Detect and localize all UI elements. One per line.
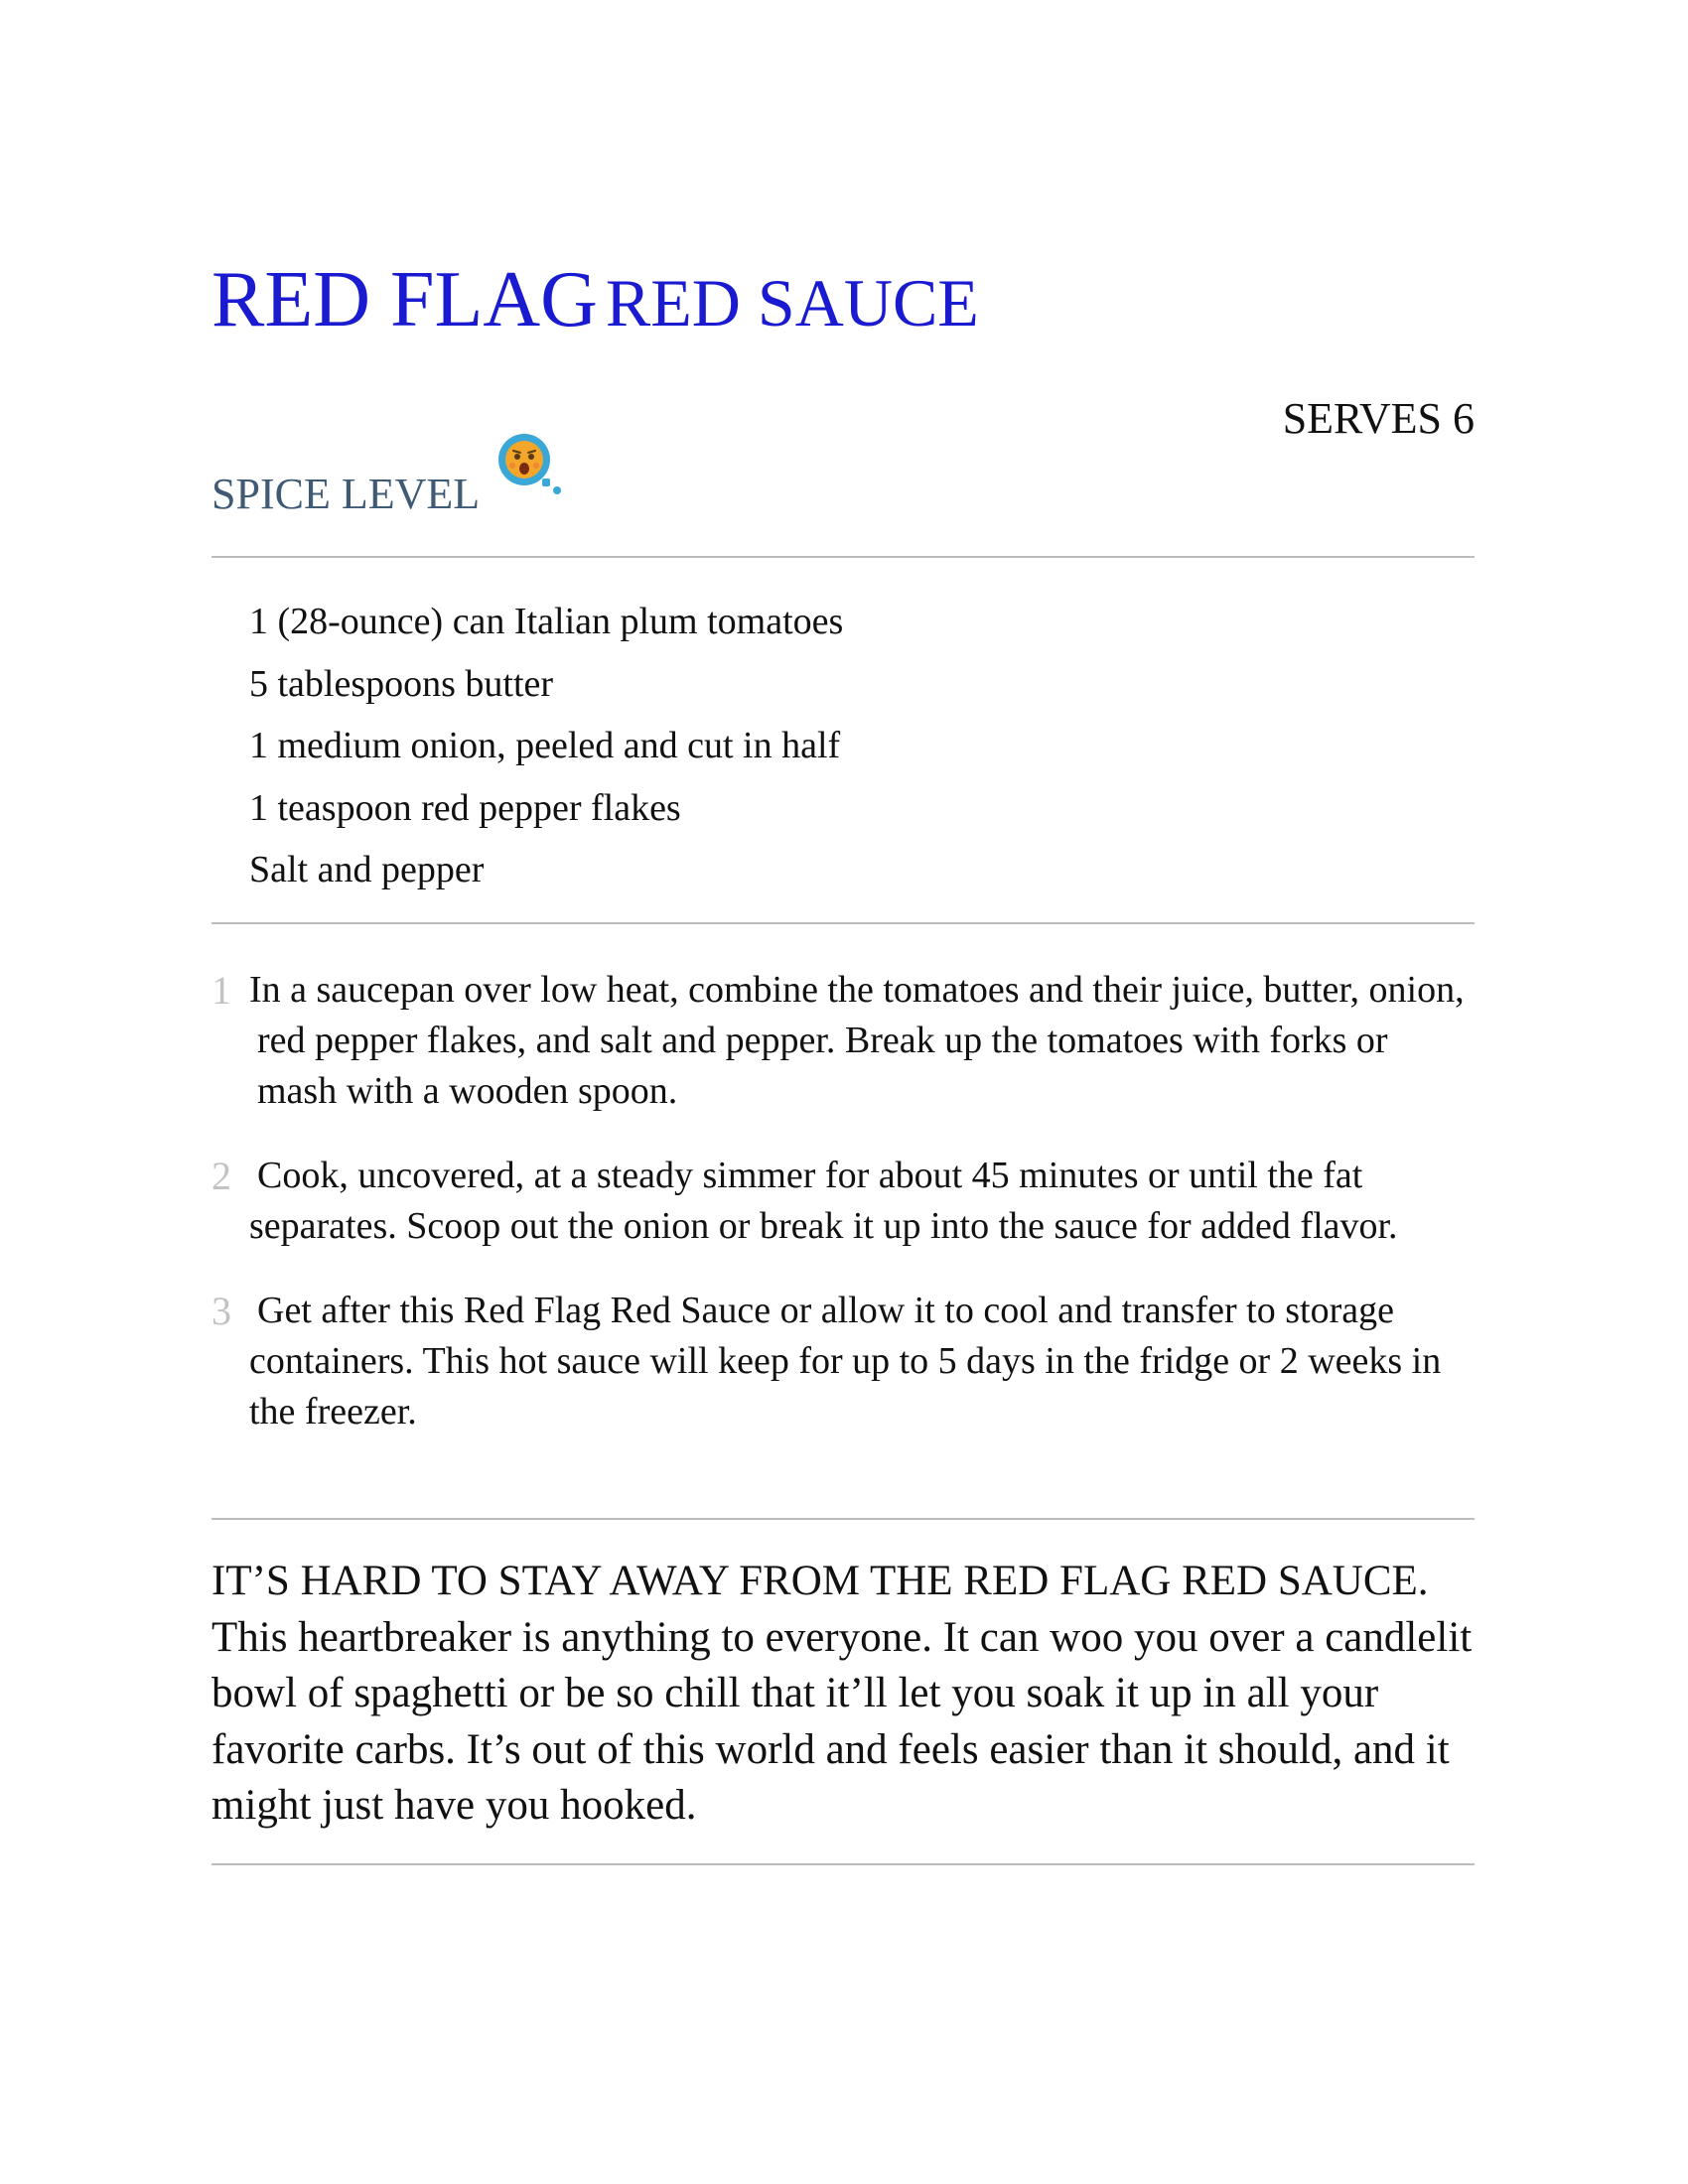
step-list	[211, 965, 1475, 1471]
ingredient-item: Salt and pepper	[249, 849, 485, 890]
divider-2	[211, 922, 1475, 924]
step-item	[211, 1151, 1475, 1252]
step-item	[211, 1286, 1475, 1437]
hot-face-magnifier-icon	[493, 429, 563, 498]
step-text: Cook, uncovered, at a steady simmer for about 45 minutes or until the fat separates. Scoop out the onion or break it up into the sauce for added flavor.	[249, 1155, 1398, 1247]
spice-level-label: SPICE LEVEL	[211, 470, 481, 518]
recipe-blurb: IT’S HARD TO STAY AWAY FROM THE RED FLAG RED SAUCE. This heartbreaker is anything to everyone. It can woo you over a candlelit bowl of spaghetti or be so chill that it’ll let you soak it up in all your favorite carbs. It’s out of this world and feels easier than it should, and it might just have you hooked.	[211, 1558, 1473, 1829]
step-number: 3	[211, 1289, 231, 1333]
step-text: Get after this Red Flag Red Sauce or allow it to cool and transfer to storage containers. This hot sauce will keep for up to 5 days in the fridge or 2 weeks in the freezer.	[249, 1290, 1442, 1433]
recipe-page	[211, 0, 1475, 2184]
step-text: In a saucepan over low heat, combine the tomatoes and their juice, butter, onion, red pepper flakes, and salt and pepper. Break up the tomatoes with forks or mash with a wooden spoon.	[249, 969, 1465, 1112]
title-part-2: RED SAUCE	[605, 265, 979, 341]
ingredient-item: 1 medium onion, peeled and cut in half	[249, 725, 841, 766]
ingredient-item: 1 teaspoon red pepper flakes	[249, 786, 681, 829]
ingredient-item: 5 tablespoons butter	[249, 662, 554, 705]
ingredient-item: 1 (28-ounce) can Italian plum tomatoes	[249, 601, 844, 642]
step-item	[211, 965, 1475, 1117]
divider-4	[211, 1863, 1475, 1865]
spice-level	[211, 451, 563, 520]
divider-1	[211, 556, 1475, 558]
title-part-1: RED FLAG	[211, 256, 598, 343]
serves-count: SERVES 6	[1282, 394, 1475, 443]
step-number: 1	[211, 968, 231, 1013]
ingredient-list	[249, 596, 843, 906]
step-number: 2	[211, 1154, 231, 1198]
recipe-title	[211, 256, 979, 343]
divider-3	[211, 1518, 1475, 1520]
